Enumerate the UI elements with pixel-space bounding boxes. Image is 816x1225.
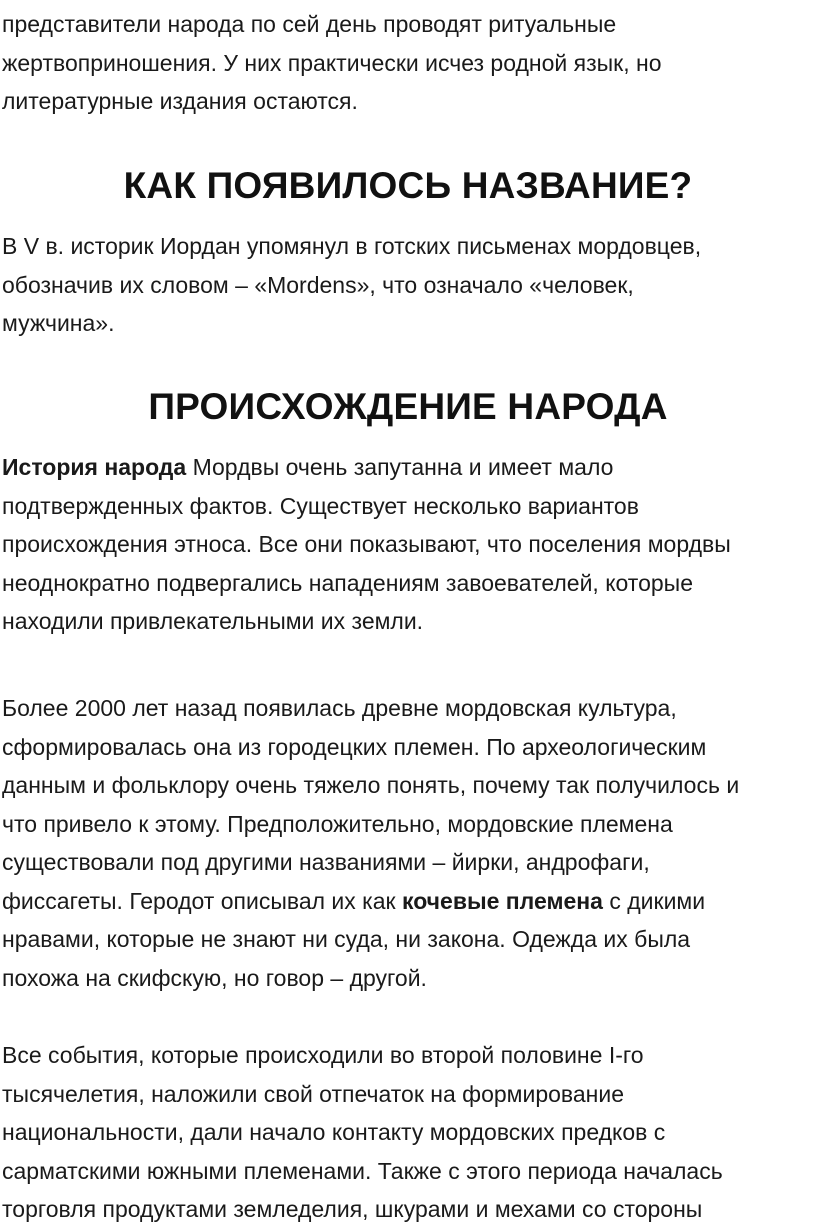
text-line: похожа на скифскую, но говор – другой. (2, 964, 427, 991)
text-line: мужчина». (2, 310, 115, 336)
text-fragment: фиссагеты. Геродот описывал их как (2, 887, 402, 914)
text-line: происхождения этноса. Все они показывают, что поселения мордвы (2, 531, 731, 557)
paragraph-intro (0, 5, 816, 121)
text-line: данным и фольклору очень тяжело понять, почему так получилось и (2, 772, 740, 798)
bold-phrase: кочевые племена (401, 887, 603, 914)
text-line: представители народа по сей день проводят ритуальные (2, 11, 617, 37)
text-line: нравами, которые не знают ни суда, ни закона. Одежда их была (2, 926, 691, 952)
paragraph-ancient-culture (0, 689, 816, 997)
text-line: подтвержденных фактов. Существует несколько вариантов (2, 492, 639, 519)
text-line (2, 448, 816, 487)
text-line: жертвоприношения. У них практически исчез родной язык, но (2, 49, 662, 76)
text-fragment: Мордвы очень запутанна и имеет мало (186, 454, 614, 480)
paragraph-history (0, 448, 816, 641)
text-line: обозначив их словом – «Mordens», что означало «человек, (2, 271, 634, 298)
text-line: что привело к этому. Предположительно, мордовские племена (2, 810, 673, 837)
text-line: сарматскими южными племенами. Также с этого периода началась (2, 1157, 723, 1184)
text-line: литературные издания остаются. (2, 88, 358, 114)
text-line: Более 2000 лет назад появилась древне мордовская культура, (2, 695, 677, 721)
text-line: Все события, которые происходили во второй половине I-го (2, 1042, 644, 1068)
text-line: находили привлекательными их земли. (2, 608, 424, 634)
section-heading-people-origin: ПРОИСХОЖДЕНИЕ НАРОДА (148, 386, 668, 427)
section-heading-name-origin: КАК ПОЯВИЛОСЬ НАЗВАНИЕ? (123, 165, 693, 206)
text-line: тысячелетия, наложили свой отпечаток на формирование (2, 1080, 624, 1107)
paragraph-first-millennium (0, 1036, 816, 1225)
text-line: торговля продуктами земледелия, шкурами и мехами со стороны (2, 1196, 703, 1222)
text-line: сформировалась она из городецких племен. По археологическим (2, 733, 707, 760)
bold-phrase: История народа (2, 454, 187, 480)
text-fragment: с дикими (602, 887, 706, 914)
text-line: неоднократно подвергались нападениям завоевателей, которые (2, 569, 693, 596)
text-line (2, 882, 816, 921)
text-line: В V в. историк Иордан упомянул в готских письменах мордовцев, (2, 233, 702, 259)
text-line: национальности, дали начало контакту мордовских предков с (2, 1119, 666, 1145)
text-line: существовали под другими названиями – йирки, андрофаги, (2, 849, 650, 875)
paragraph-name-origin (0, 227, 816, 343)
